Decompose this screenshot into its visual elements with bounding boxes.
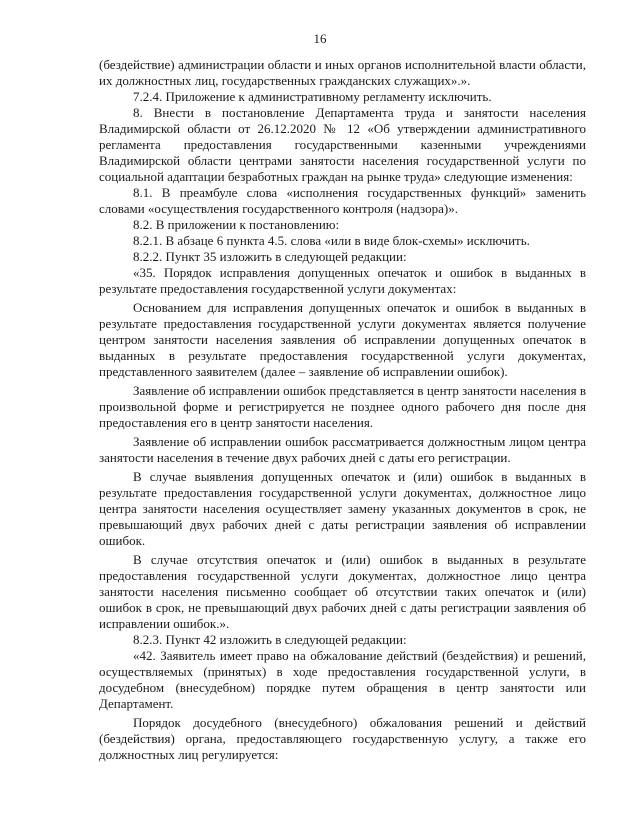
paragraph: Заявление об исправлении ошибок рассматривается должностным лицом центра занятости населения в течение двух рабочих дней с даты его регистрации.: [99, 434, 586, 465]
paragraph: 8.2.3. Пункт 42 изложить в следующей редакции:: [133, 632, 407, 647]
paragraph: 8. Внести в постановление Департамента труда и занятости населения Владимирской области от 26.12.2020 № 12 «Об утверждении административного регламента предоставления государственными казенными учреждениями Владимирской области центрами занятости населения государственной услуги по социальной адаптации безработных граждан на рынке труда» следующие изменения:: [99, 105, 586, 184]
paragraph: 8.2.1. В абзаце 6 пункта 4.5. слова «или в виде блок-схемы» исключить.: [133, 233, 530, 248]
paragraph: Основанием для исправления допущенных опечаток и ошибок в выданных в результате предоставления государственной услуги документах является получение центром занятости населения заявления об исправлении допущенных опечаток в выданных в результате предоставления государственной услуги документах, представленного заявителем (далее – заявление об исправлении ошибок).: [99, 300, 586, 379]
paragraph: В случае отсутствия опечаток и (или) ошибок в выданных в результате предоставления государственной услуги документах, должностное лицо центра занятости населения письменно сообщает об отсутствии таких опечаток и (или) ошибок в срок, не превышающий двух рабочих дней с даты регистрации заявления об исправлении ошибок.».: [99, 552, 586, 631]
paragraph: 8.1. В преамбуле слова «исполнения государственных функций» заменить словами «осуществления государственного контроля (надзора)».: [99, 185, 586, 216]
page-number: 16: [313, 31, 327, 46]
paragraph: Порядок досудебного (внесудебного) обжалования решений и действий (бездействия) органа, предоставляющего государственную услугу, а также его должностных лиц регулируется:: [99, 715, 586, 762]
paragraph: Заявление об исправлении ошибок представляется в центр занятости населения в произвольной форме и регистрируется не позднее одного рабочего дня после дня предоставления его в центр занятости населения.: [99, 383, 586, 430]
paragraph: (бездействие) администрации области и иных органов исполнительной власти области, их должностных лиц, государственных гражданских служащих».».: [99, 57, 586, 88]
paragraph: 8.2. В приложении к постановлению:: [133, 217, 340, 232]
document-body: [99, 57, 586, 763]
paragraph: В случае выявления допущенных опечаток и (или) ошибок в выданных в результате предоставления государственной услуги документах, должностное лицо центра занятости населения осуществляет замену указанных документов в срок, не превышающий двух рабочих дней с даты регистрации заявления об исправлении ошибок.: [99, 469, 586, 548]
paragraph: «42. Заявитель имеет право на обжалование действий (бездействия) и решений, осуществляемых (принятых) в ходе предоставления государственной услуги, в досудебном (внесудебном) порядке путем обращения в центр занятости или Департамент.: [99, 648, 586, 711]
paragraph: 8.2.2. Пункт 35 изложить в следующей редакции:: [133, 249, 407, 264]
paragraph: «35. Порядок исправления допущенных опечаток и ошибок в выданных в результате предоставления государственной услуги документах:: [99, 265, 586, 296]
paragraph: 7.2.4. Приложение к административному регламенту исключить.: [133, 89, 492, 104]
